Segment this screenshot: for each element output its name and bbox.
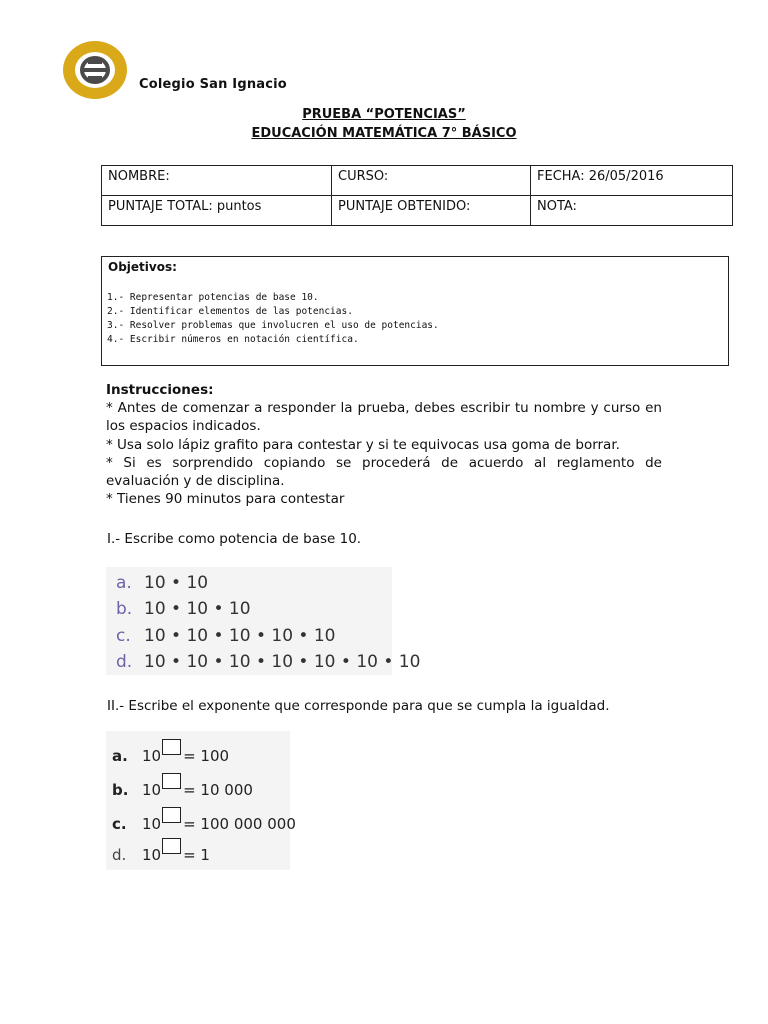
exercise-result: = 10 000 [183,781,253,799]
objective-item: 3.- Resolver problemas que involucren el uso de potencias. [107,320,439,331]
exercise-result: = 1 [183,846,210,864]
instructions [106,381,662,508]
exponent-answer-box[interactable] [162,838,181,854]
exercise-letter: c. [112,815,127,833]
objective-item: 4.- Escribir números en notación científica. [107,334,359,345]
exercise-expression: 10 • 10 • 10 • 10 • 10 [144,626,336,646]
exercise-item [112,807,296,833]
instruction-line: * Antes de comenzar a responder la prueba, debes escribir tu nombre y curso en los espacios indicados. [106,400,662,435]
objective-item: 1.- Representar potencias de base 10. [107,292,319,303]
exercise-base: 10 [142,815,162,833]
exponent-answer-box[interactable] [162,807,181,823]
exercise-item [112,838,210,864]
exercise-letter: b. [112,781,129,799]
exercise-letter: b. [116,599,133,619]
exercise-expression: 10 • 10 • 10 [144,599,251,619]
student-info-table [101,165,733,226]
exercise-letter: c. [116,626,131,646]
question-1-prompt: I.- Escribe como potencia de base 10. [107,531,362,547]
instruction-line: * Si es sorprendido copiando se procederá de acuerdo al reglamento de evaluación y de disciplina. [106,454,662,490]
course-field[interactable]: CURSO: [332,166,531,196]
exponent-answer-box[interactable] [162,773,181,789]
exercise-base: 10 [142,781,162,799]
instruction-line: * Usa solo lápiz grafito para contestar y si te equivocas usa goma de borrar. [106,436,620,453]
objectives-box [101,256,729,366]
objectives-title: Objetivos: [108,260,177,274]
exercise-letter: a. [116,573,132,593]
info-row [102,166,733,196]
exercise-item [112,773,253,799]
exercise-item [112,739,229,765]
school-crest-icon [62,40,128,100]
exercise-letter: d. [116,652,133,672]
test-title: PRUEBA “POTENCIAS” [302,107,466,122]
exercise-base: 10 [142,747,162,765]
exercise-base: 10 [142,846,162,864]
exponent-answer-box[interactable] [162,739,181,755]
exercise-result: = 100 [183,747,230,765]
instructions-title: Instrucciones: [106,382,214,398]
exercise-item [116,599,251,619]
exercise-item [116,626,336,646]
exercise-letter: d. [112,846,127,864]
instruction-line: * Tienes 90 minutos para contestar [106,491,345,508]
grade-field[interactable]: NOTA: [531,196,733,226]
exercise-item [116,573,208,593]
question-1-exercises [106,567,421,675]
exercise-expression: 10 • 10 • 10 • 10 • 10 • 10 • 10 [144,652,421,672]
exercise-item [116,652,420,672]
exercise-result: = 100 000 000 [183,815,296,833]
question-2-exercises [106,731,296,870]
name-field[interactable]: NOMBRE: [102,166,332,196]
subject-title: EDUCACIÓN MATEMÁTICA 7° BÁSICO [251,126,517,141]
question-2-prompt: II.- Escribe el exponente que corresponde para que se cumpla la igualdad. [107,698,610,714]
exercise-expression: 10 • 10 [144,573,209,593]
date-field: FECHA: 26/05/2016 [531,166,733,196]
total-score-field: PUNTAJE TOTAL: puntos [102,196,332,226]
objective-item: 2.- Identificar elementos de las potencias. [107,306,353,317]
info-row [102,196,733,226]
school-name: Colegio San Ignacio [139,77,287,92]
obtained-score-field[interactable]: PUNTAJE OBTENIDO: [332,196,531,226]
exercise-letter: a. [112,747,128,765]
